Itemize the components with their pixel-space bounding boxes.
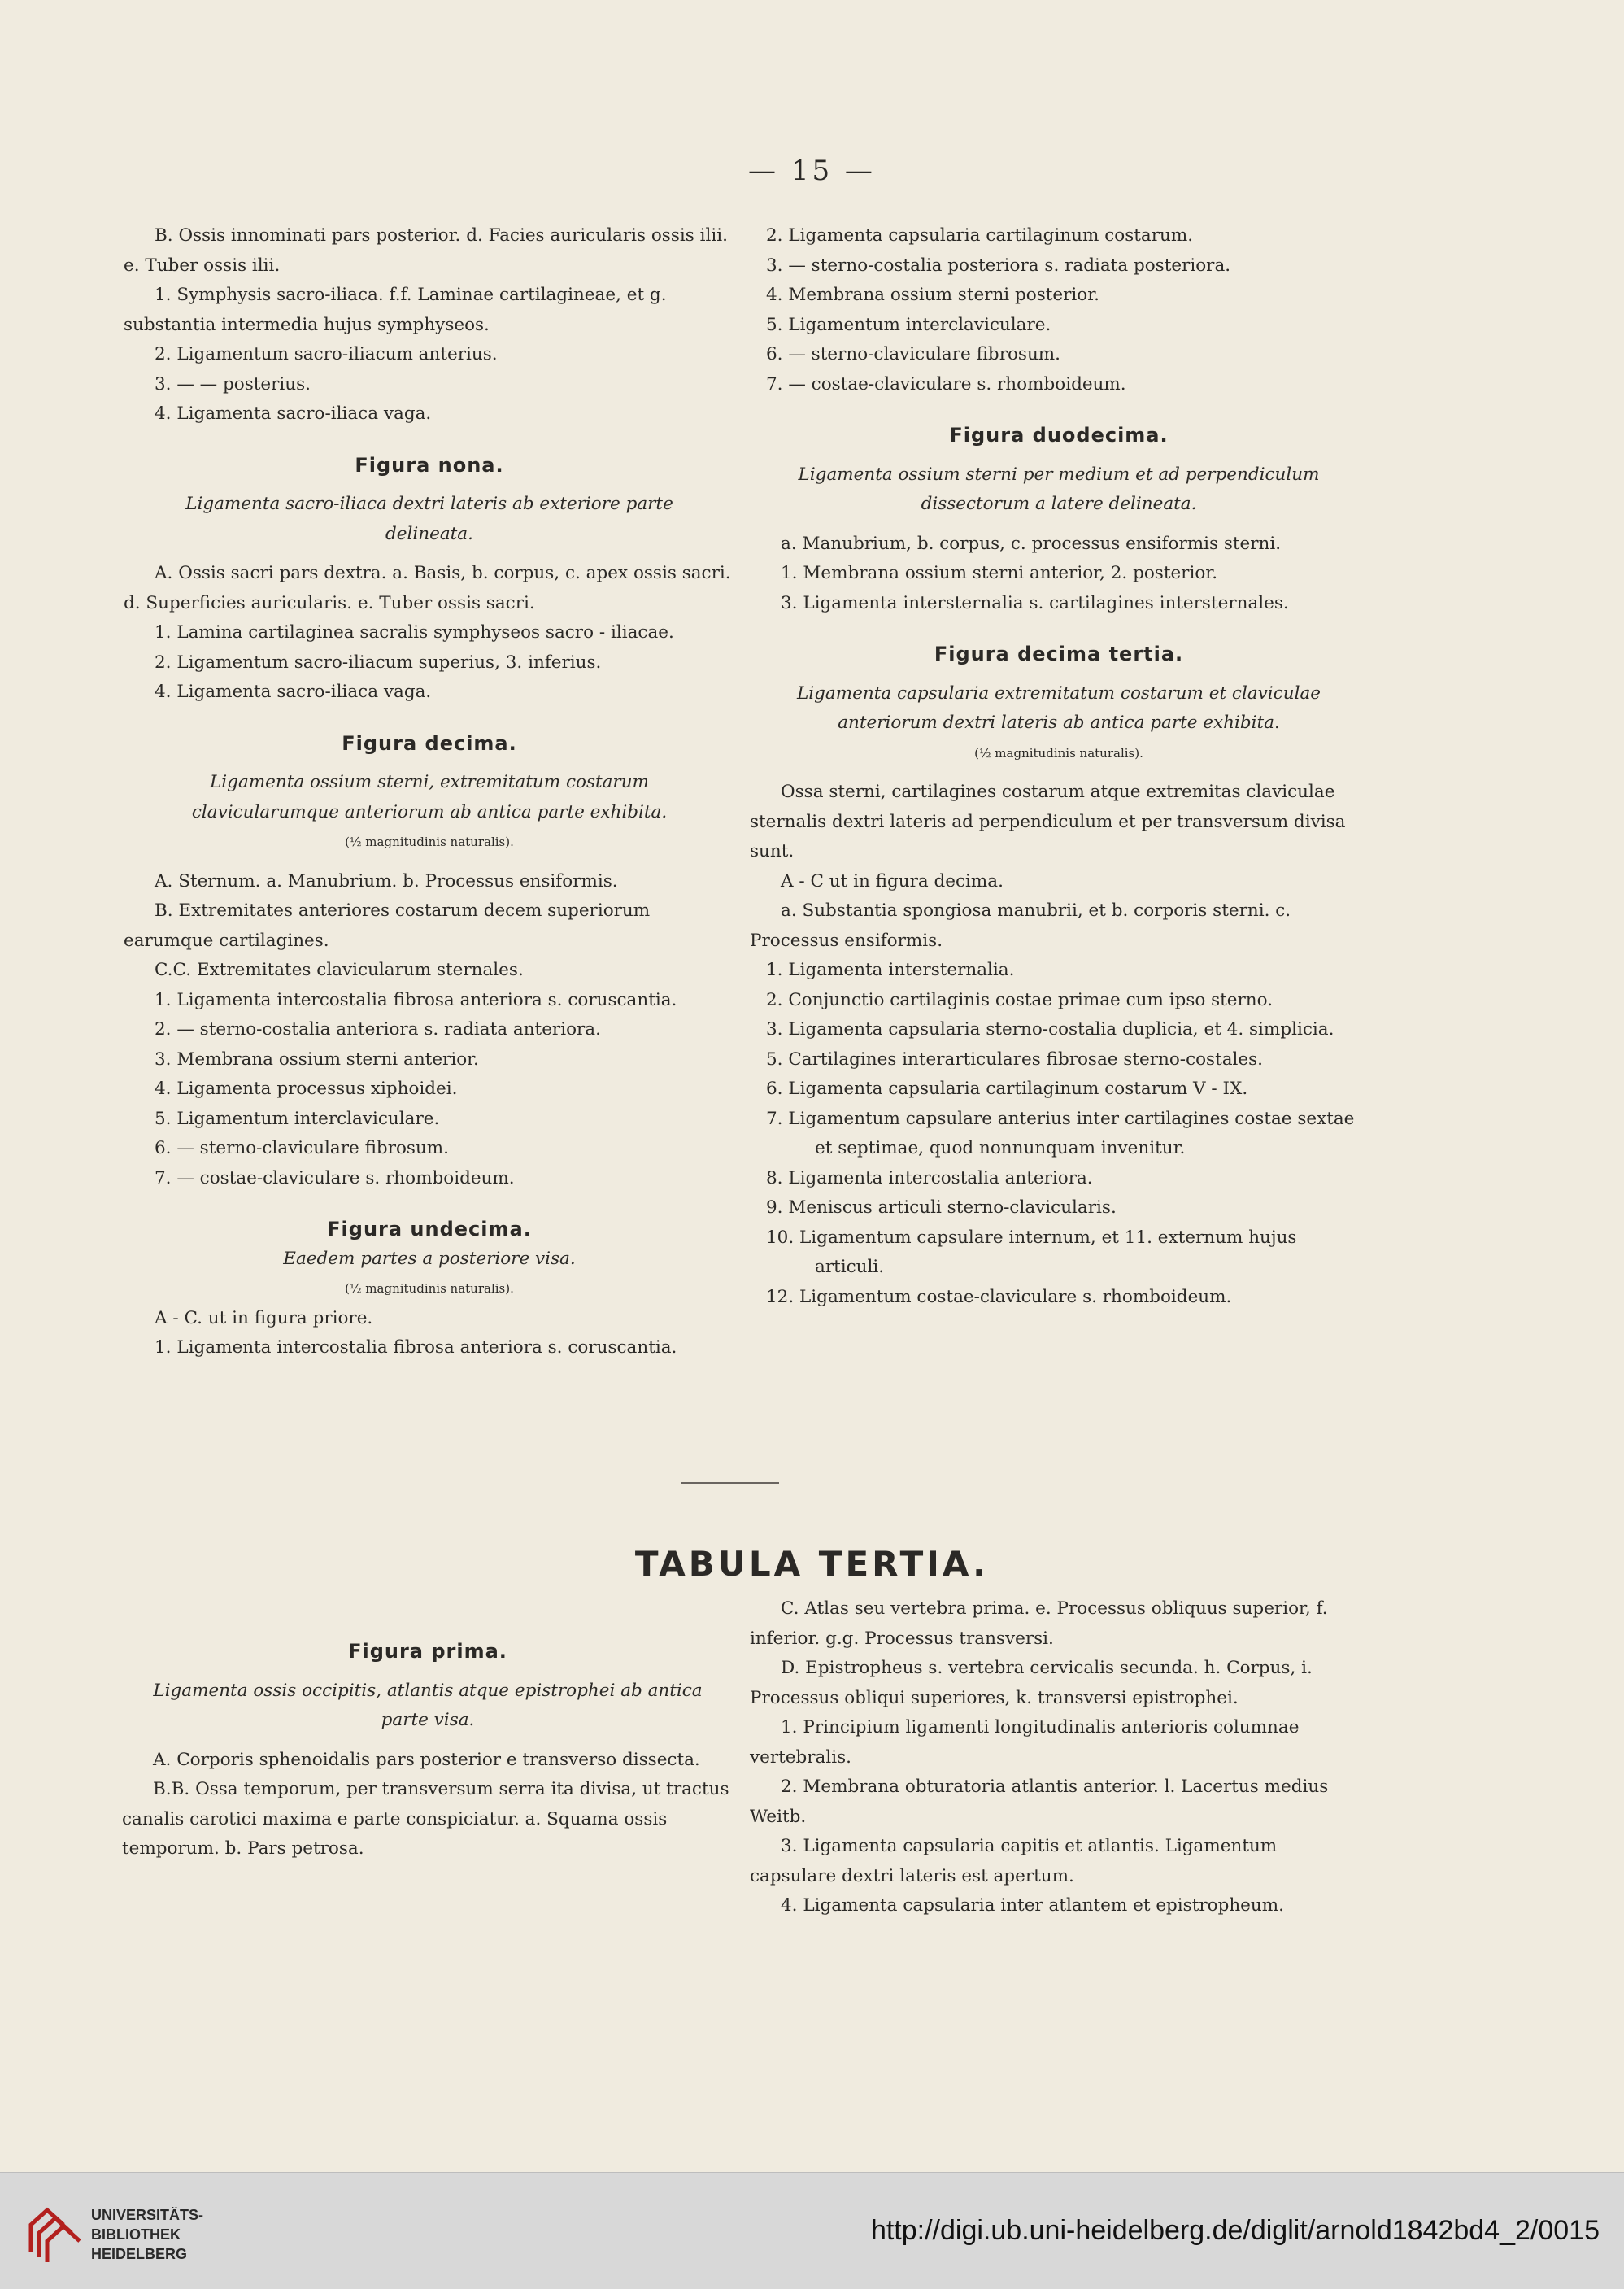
text-line: 7. Ligamentum capsulare anterius inter cartilagines costae sextae et septimae, quod nonnunquam invenitur. — [766, 1108, 1355, 1158]
figure-heading: Figura decima tertia. — [934, 643, 1184, 665]
text-line: 1. Ligamenta intersternalia. — [766, 960, 1015, 980]
text-line: 6. — sterno-claviculare fibrosum. — [766, 344, 1061, 364]
text-line: 6. — sterno-claviculare fibrosum. — [155, 1138, 450, 1158]
text-line: C. Atlas seu vertebra prima. e. Processus obliquus superior, f. inferior. g.g. Processus transversi. — [750, 1598, 1328, 1649]
text-line: 7. — costae-claviculare s. rhomboideum. — [155, 1167, 515, 1188]
right-column-upper — [750, 221, 1368, 1312]
figure-subtitle: Ligamenta sacro-iliaca dextri lateris ab exteriore parte delineata. — [185, 494, 673, 544]
text-line: 5. Ligamentum interclaviculare. — [766, 314, 1051, 335]
text-line: D. Epistropheus s. vertebra cervicalis secunda. h. Corpus, i. Processus obliqui superiores, k. transversi epistrophei. — [750, 1658, 1313, 1708]
page-number: — 15 — — [748, 155, 876, 187]
text-line: 4. Ligamenta processus xiphoidei. — [155, 1079, 458, 1099]
institution-line: BIBLIOTHEK — [91, 2226, 181, 2243]
text-line: a. Substantia spongiosa manubrii, et b. corporis sterni. c. Processus ensiformis. — [750, 900, 1291, 951]
figure-heading: Figura nona. — [355, 453, 504, 477]
text-line: 5. Ligamentum interclaviculare. — [155, 1108, 440, 1129]
text-line: 3. Membrana ossium sterni anterior. — [155, 1049, 479, 1070]
text-line: 1. Ligamenta intercostalia fibrosa anteriora s. coruscantia. — [155, 989, 677, 1010]
figure-subtitle: Ligamenta ossium sterni per medium et ad perpendiculum dissectorum a latere delineata. — [798, 464, 1320, 514]
text-line: A. Corporis sphenoidalis pars posterior e transverso dissecta. — [153, 1749, 700, 1770]
text-line: 1. Symphysis sacro-iliaca. f.f. Laminae cartilagineae, et g. substantia intermedia hujus symphyseos. — [124, 285, 667, 335]
right-column-lower — [750, 1594, 1368, 1921]
text-line: A. Ossis sacri pars dextra. a. Basis, b. corpus, c. apex ossis sacri. d. Superficies auricularis. e. Tuber ossis sacri. — [124, 563, 731, 613]
scale-note: (½ magnitudinis naturalis). — [345, 1281, 514, 1296]
text-line: 1. Membrana ossium sterni anterior, 2. posterior. — [781, 563, 1218, 583]
text-line: 4. Membrana ossium sterni posterior. — [766, 285, 1099, 305]
text-line: 2. Ligamenta capsularia cartilaginum costarum. — [766, 225, 1194, 246]
figure-subtitle: Eaedem partes a posteriore visa. — [283, 1248, 576, 1269]
text-line: 7. — costae-claviculare s. rhomboideum. — [766, 373, 1126, 395]
text-line: 1. Ligamenta intercostalia fibrosa anteriora s. coruscantia. — [155, 1337, 677, 1358]
text-line: 4. Ligamenta sacro-iliaca vaga. — [155, 403, 432, 424]
text-line: 3. — — posterius. — [155, 373, 311, 395]
scale-note: (½ magnitudinis naturalis). — [345, 835, 514, 849]
institution-line: HEIDELBERG — [91, 2246, 188, 2262]
figure-subtitle: Ligamenta capsularia extremitatum costarum et claviculae anteriorum dextri lateris ab antica parte exhibita. — [797, 682, 1321, 733]
section-divider — [681, 1482, 779, 1484]
text-line: 12. Ligamentum costae-claviculare s. rhomboideum. — [766, 1286, 1232, 1307]
text-line: 5. Cartilagines interarticulares fibrosae sterno-costales. — [766, 1049, 1264, 1070]
text-line: 4. Ligamenta capsularia inter atlantem et epistropheum. — [781, 1895, 1284, 1916]
text-line: C.C. Extremitates clavicularum sternales. — [155, 960, 524, 980]
text-line: a. Manubrium, b. corpus, c. processus ensiformis sterni. — [781, 533, 1282, 554]
footer-bar — [0, 2172, 1624, 2289]
text-line: B.B. Ossa temporum, per transversum serra ita divisa, ut tractus canalis carotici maxima e parte conspiciatur. a. Squama ossis temporum. b. Pars petrosa. — [122, 1779, 729, 1859]
source-url[interactable]: http://digi.ub.uni-heidelberg.de/diglit/arnold1842bd4_2/0015 — [870, 2215, 1600, 2246]
text-line: 1. Principium ligamenti longitudinalis anterioris columnae vertebralis. — [750, 1717, 1300, 1768]
figure-heading: Figura prima. — [348, 1640, 507, 1663]
text-line: Ossa sterni, cartilagines costarum atque extremitas claviculae sternalis dextri lateris ad perpendiculum et per transversum divisa sunt. — [750, 782, 1346, 861]
text-line: 2. Membrana obturatoria atlantis anterior. l. Lacertus medius Weitb. — [750, 1777, 1329, 1827]
text-line: 3. Ligamenta intersternalia s. cartilagines intersternales. — [781, 592, 1289, 613]
text-line: A. Sternum. a. Manubrium. b. Processus ensiformis. — [155, 870, 618, 892]
figure-heading: Figura duodecima. — [949, 424, 1169, 447]
scale-note: (½ magnitudinis naturalis). — [974, 745, 1143, 761]
text-line: 6. Ligamenta capsularia cartilaginum costarum V - IX. — [766, 1079, 1248, 1099]
tabula-title: TABULA TERTIA. — [634, 1544, 990, 1584]
figure-heading: Figura decima. — [342, 731, 517, 755]
text-line: 10. Ligamentum capsulare internum, et 11. externum hujus articuli. — [766, 1227, 1297, 1277]
text-line: 2. Ligamentum sacro-iliacum superius, 3. inferius. — [155, 652, 602, 673]
institution-line: UNIVERSITÄTS- — [91, 2207, 204, 2223]
institution-name — [91, 2205, 203, 2264]
text-line: 3. — sterno-costalia posteriora s. radiata posteriora. — [766, 255, 1231, 276]
text-line: 9. Meniscus articuli sterno-clavicularis. — [766, 1197, 1117, 1218]
figure-subtitle: Ligamenta ossium sterni, extremitatum costarum clavicularumque anteriorum ab antica parte exhibita. — [191, 772, 668, 822]
text-line: 8. Ligamenta intercostalia anteriora. — [766, 1167, 1093, 1188]
left-column-upper — [124, 221, 735, 1363]
text-line: A - C. ut in figura priore. — [155, 1307, 373, 1328]
text-line: B. Ossis innominati pars posterior. d. Facies auricularis ossis ilii. e. Tuber ossis ilii. — [124, 225, 728, 276]
text-line: 2. Ligamentum sacro-iliacum anterius. — [155, 344, 498, 364]
figure-heading: Figura undecima. — [327, 1218, 532, 1240]
text-line: 4. Ligamenta sacro-iliaca vaga. — [155, 682, 432, 702]
left-column-lower — [122, 1637, 734, 1864]
library-logo-icon — [20, 2200, 83, 2264]
figure-subtitle: Ligamenta ossis occipitis, atlantis atque epistrophei ab antica parte visa. — [153, 1680, 703, 1730]
text-line: 2. Conjunctio cartilaginis costae primae cum ipso sterno. — [766, 989, 1274, 1010]
text-line: 1. Lamina cartilaginea sacralis symphyseos sacro - iliacae. — [155, 622, 674, 643]
text-line: 2. — sterno-costalia anteriora s. radiata anteriora. — [155, 1019, 601, 1040]
text-line: A - C ut in figura decima. — [781, 870, 1004, 892]
text-line: 3. Ligamenta capsularia sterno-costalia duplicia, et 4. simplicia. — [766, 1019, 1334, 1040]
text-line: 3. Ligamenta capsularia capitis et atlantis. Ligamentum capsulare dextri lateris est apertum. — [750, 1836, 1278, 1886]
text-line: B. Extremitates anteriores costarum decem superiorum earumque cartilagines. — [124, 900, 651, 951]
